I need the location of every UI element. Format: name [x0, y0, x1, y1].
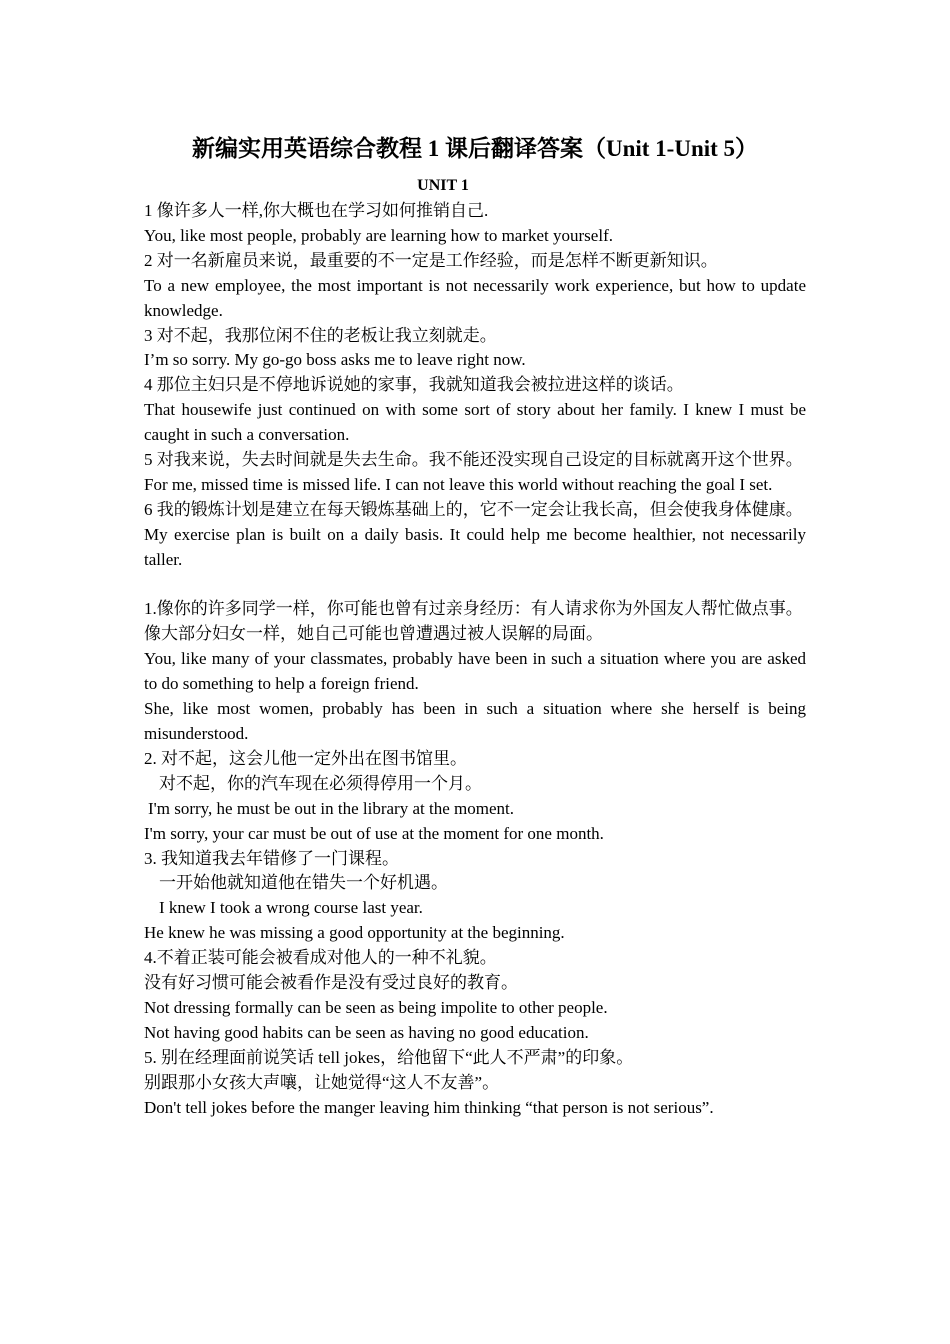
en-translation-2: To a new employee, the most important is not necessarily work experience, but how to update knowledge.	[144, 275, 806, 320]
document-body	[144, 199, 806, 1121]
cn-sentence-p2-2b: 对不起，你的汽车现在必须得停用一个月。	[159, 773, 482, 793]
en-translation-p2-2b: I'm sorry, your car must be out of use at the moment for one month.	[144, 823, 604, 843]
en-translation-p2-1a: You, like many of your classmates, probably have been in such a situation where you are asked to do something to help a foreign friend.	[144, 649, 806, 694]
cn-sentence-p2-1b: 像大部分妇女一样，她自己可能也曾遭遇过被人误解的局面。	[144, 624, 603, 644]
en-translation-p2-2a: I'm sorry, he must be out in the library at the moment.	[148, 798, 514, 818]
cn-sentence-p2-3a: 3. 我知道我去年错修了一门课程。	[144, 848, 399, 868]
en-translation-5: For me, missed time is missed life. I can not leave this world without reaching the goal I set.	[144, 474, 773, 494]
cn-sentence-5: 5 对我来说，失去时间就是失去生命。我不能还没实现自己设定的目标就离开这个世界。	[144, 450, 803, 470]
cn-sentence-p2-2a: 2. 对不起，这会儿他一定外出在图书馆里。	[144, 748, 467, 768]
en-translation-p2-5a: Don't tell jokes before the manger leaving him thinking “that person is not serious”.	[144, 1097, 714, 1117]
unit-heading: UNIT 1	[417, 177, 469, 194]
en-translation-1: You, like most people, probably are learning how to market yourself.	[144, 225, 613, 245]
en-translation-p2-3a: I knew I took a wrong course last year.	[159, 898, 423, 918]
cn-sentence-p2-5b: 别跟那小女孩大声嚷，让她觉得“这人不友善”。	[144, 1072, 500, 1092]
cn-sentence-p2-4b: 没有好习惯可能会被看作是没有受过良好的教育。	[144, 973, 518, 993]
en-translation-p2-4a: Not dressing formally can be seen as being impolite to other people.	[144, 997, 608, 1017]
en-translation-4: That housewife just continued on with some sort of story about her family. I knew I must be caught in such a conversation.	[144, 400, 806, 445]
en-translation-p2-1b: She, like most women, probably has been in such a situation where she herself is being misunderstood.	[144, 699, 806, 744]
paragraph-gap	[144, 573, 806, 598]
cn-sentence-6: 6 我的锻炼计划是建立在每天锻炼基础上的，它不一定会让我长高，但会使我身体健康。	[144, 499, 803, 519]
cn-sentence-4: 4 那位主妇只是不停地诉说她的家事，我就知道我会被拉进这样的谈话。	[144, 375, 684, 395]
document-title: 新编实用英语综合教程 1 课后翻译答案（Unit 1-Unit 5）	[191, 136, 759, 161]
cn-sentence-2: 2 对一名新雇员来说，最重要的不一定是工作经验，而是怎样不断更新知识。	[144, 250, 718, 270]
cn-sentence-3: 3 对不起，我那位闲不住的老板让我立刻就走。	[144, 325, 497, 345]
cn-sentence-p2-3b: 一开始他就知道他在错失一个好机遇。	[159, 873, 448, 893]
cn-sentence-p2-1a: 1.像你的许多同学一样，你可能也曾有过亲身经历：有人请求你为外国友人帮忙做点事。	[144, 599, 803, 619]
section-part1	[144, 199, 806, 573]
en-translation-6: My exercise plan is built on a daily basis. It could help me become healthier, not necessarily taller.	[144, 524, 806, 569]
en-translation-p2-3b: He knew he was missing a good opportunity at the beginning.	[144, 923, 565, 943]
section-part2	[144, 597, 806, 1120]
cn-sentence-p2-4a: 4.不着正装可能会被看成对他人的一种不礼貌。	[144, 948, 497, 968]
cn-sentence-1: 1 像许多人一样,你大概也在学习如何推销自己.	[144, 201, 489, 220]
en-translation-3: I’m so sorry. My go-go boss asks me to leave right now.	[144, 350, 526, 370]
cn-sentence-p2-5a: 5. 别在经理面前说笑话 tell jokes，给他留下“此人不严肃”的印象。	[144, 1047, 634, 1067]
en-translation-p2-4b: Not having good habits can be seen as having no good education.	[144, 1022, 589, 1042]
